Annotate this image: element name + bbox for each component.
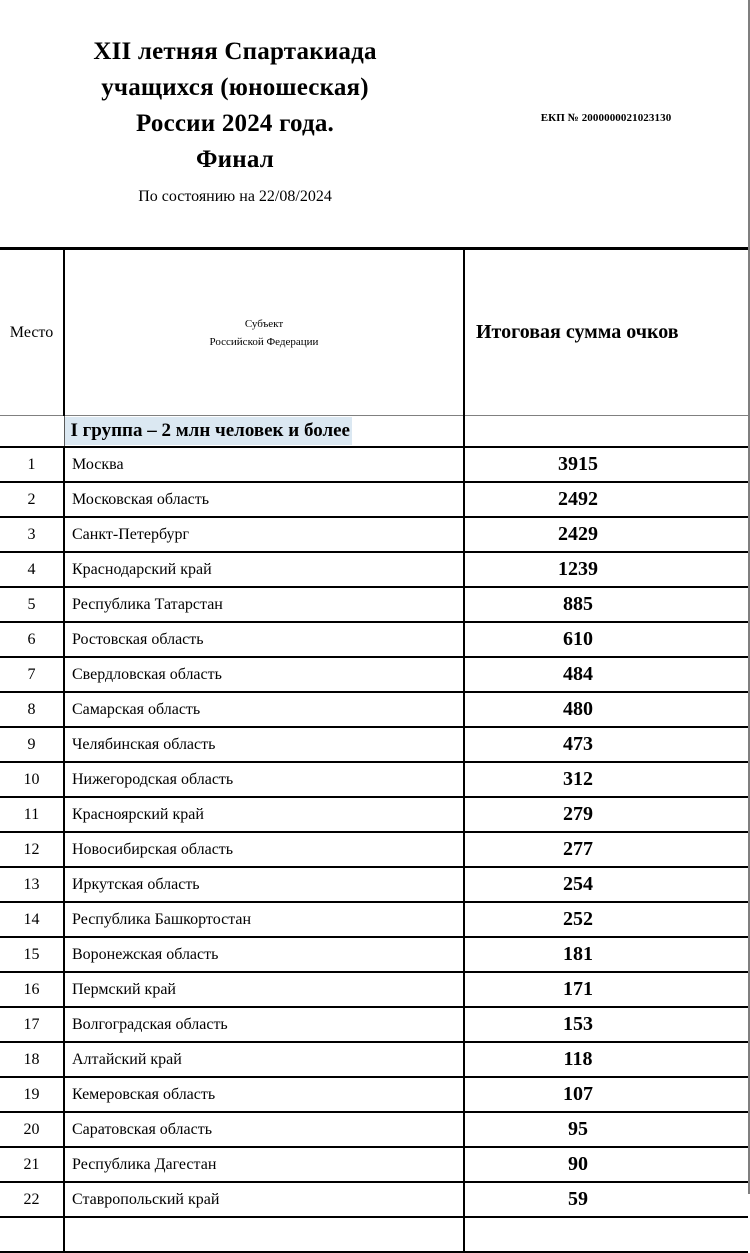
group-header-row bbox=[0, 416, 748, 448]
cell-points: 312 bbox=[464, 762, 748, 797]
table-row bbox=[0, 1112, 748, 1147]
cell-subject: Москва bbox=[64, 447, 464, 482]
table-row bbox=[0, 587, 748, 622]
cell-place: 4 bbox=[0, 552, 64, 587]
table-row bbox=[0, 832, 748, 867]
cell-subject: Пермский край bbox=[64, 972, 464, 1007]
cell-subject: Свердловская область bbox=[64, 657, 464, 692]
cell-subject-partial bbox=[64, 1217, 464, 1252]
cell-points: 2492 bbox=[464, 482, 748, 517]
table-row bbox=[0, 517, 748, 552]
table-row bbox=[0, 1042, 748, 1077]
table-row-partial bbox=[0, 1217, 748, 1252]
cell-place: 15 bbox=[0, 937, 64, 972]
cell-subject: Нижегородская область bbox=[64, 762, 464, 797]
cell-place: 6 bbox=[0, 622, 64, 657]
cell-points: 885 bbox=[464, 587, 748, 622]
cell-place: 16 bbox=[0, 972, 64, 1007]
cell-subject: Волгоградская область bbox=[64, 1007, 464, 1042]
results-table bbox=[0, 250, 748, 1253]
cell-subject: Воронежская область bbox=[64, 937, 464, 972]
table-row bbox=[0, 867, 748, 902]
table-header-row bbox=[0, 250, 748, 416]
cell-points: 118 bbox=[464, 1042, 748, 1077]
cell-points: 95 bbox=[464, 1112, 748, 1147]
table-row bbox=[0, 902, 748, 937]
cell-place: 9 bbox=[0, 727, 64, 762]
table-row bbox=[0, 552, 748, 587]
cell-subject: Республика Дагестан bbox=[64, 1147, 464, 1182]
cell-subject: Краснодарский край bbox=[64, 552, 464, 587]
cell-place: 20 bbox=[0, 1112, 64, 1147]
cell-points: 480 bbox=[464, 692, 748, 727]
cell-points: 171 bbox=[464, 972, 748, 1007]
cell-points: 2429 bbox=[464, 517, 748, 552]
cell-place: 18 bbox=[0, 1042, 64, 1077]
cell-place: 14 bbox=[0, 902, 64, 937]
cell-place: 5 bbox=[0, 587, 64, 622]
cell-points: 153 bbox=[464, 1007, 748, 1042]
cell-points: 484 bbox=[464, 657, 748, 692]
table-row bbox=[0, 692, 748, 727]
cell-subject: Челябинская область bbox=[64, 727, 464, 762]
cell-place-partial bbox=[0, 1217, 64, 1252]
cell-place: 1 bbox=[0, 447, 64, 482]
cell-points: 59 bbox=[464, 1182, 748, 1217]
cell-subject: Красноярский край bbox=[64, 797, 464, 832]
cell-points-partial bbox=[464, 1217, 748, 1252]
title-line-4: Финал bbox=[195, 146, 275, 173]
table-row bbox=[0, 482, 748, 517]
column-header-subject-line1: Субъект bbox=[244, 317, 284, 330]
table-body bbox=[0, 416, 748, 1253]
title-line-2: учащихся (юношеская) bbox=[101, 74, 369, 101]
column-header-place: Место bbox=[0, 250, 64, 416]
cell-place: 2 bbox=[0, 482, 64, 517]
cell-subject: Самарская область bbox=[64, 692, 464, 727]
table-row bbox=[0, 727, 748, 762]
group-label: I группа – 2 млн человек и более bbox=[65, 417, 352, 445]
cell-subject: Санкт-Петербург bbox=[64, 517, 464, 552]
cell-place: 3 bbox=[0, 517, 64, 552]
title-line-1: XII летняя Спартакиада bbox=[93, 38, 377, 65]
cell-place: 10 bbox=[0, 762, 64, 797]
cell-subject: Новосибирская область bbox=[64, 832, 464, 867]
cell-subject: Алтайский край bbox=[64, 1042, 464, 1077]
cell-place: 21 bbox=[0, 1147, 64, 1182]
cell-points: 181 bbox=[464, 937, 748, 972]
table-row bbox=[0, 622, 748, 657]
cell-points: 473 bbox=[464, 727, 748, 762]
document-header bbox=[0, 0, 748, 250]
cell-points: 254 bbox=[464, 867, 748, 902]
group-row-label-cell bbox=[64, 416, 464, 448]
table-row bbox=[0, 937, 748, 972]
cell-points: 107 bbox=[464, 1077, 748, 1112]
table-row bbox=[0, 1007, 748, 1042]
table-row bbox=[0, 1077, 748, 1112]
title-line-3: России 2024 года. bbox=[136, 110, 334, 137]
cell-place: 17 bbox=[0, 1007, 64, 1042]
table-row bbox=[0, 762, 748, 797]
table-row bbox=[0, 972, 748, 1007]
cell-points: 3915 bbox=[464, 447, 748, 482]
table-row bbox=[0, 1147, 748, 1182]
cell-points: 610 bbox=[464, 622, 748, 657]
table-row bbox=[0, 447, 748, 482]
cell-subject: Республика Башкортостан bbox=[64, 902, 464, 937]
cell-subject: Ставропольский край bbox=[64, 1182, 464, 1217]
cell-place: 8 bbox=[0, 692, 64, 727]
ekp-number: ЕКП № 2000000021023130 bbox=[540, 112, 672, 124]
cell-points: 252 bbox=[464, 902, 748, 937]
cell-points: 279 bbox=[464, 797, 748, 832]
cell-subject: Иркутская область bbox=[64, 867, 464, 902]
cell-subject: Ростовская область bbox=[64, 622, 464, 657]
table-row bbox=[0, 797, 748, 832]
cell-place: 13 bbox=[0, 867, 64, 902]
column-header-subject-line2: Российской Федерации bbox=[209, 335, 319, 348]
cell-subject: Саратовская область bbox=[64, 1112, 464, 1147]
cell-place: 11 bbox=[0, 797, 64, 832]
cell-place: 7 bbox=[0, 657, 64, 692]
document-date-subtitle: По состоянию на 22/08/2024 bbox=[138, 188, 332, 205]
cell-place: 22 bbox=[0, 1182, 64, 1217]
cell-place: 19 bbox=[0, 1077, 64, 1112]
cell-points: 1239 bbox=[464, 552, 748, 587]
column-header-subject bbox=[64, 250, 464, 416]
column-header-points: Итоговая сумма очков bbox=[464, 250, 748, 416]
cell-subject: Московская область bbox=[64, 482, 464, 517]
cell-subject: Кемеровская область bbox=[64, 1077, 464, 1112]
table-row bbox=[0, 657, 748, 692]
cell-subject: Республика Татарстан bbox=[64, 587, 464, 622]
cell-points: 90 bbox=[464, 1147, 748, 1182]
cell-points: 277 bbox=[464, 832, 748, 867]
group-row-place-cell bbox=[0, 416, 64, 448]
page-title bbox=[0, 34, 470, 207]
cell-place: 12 bbox=[0, 832, 64, 867]
table-row bbox=[0, 1182, 748, 1217]
group-row-points-cell bbox=[464, 416, 748, 448]
